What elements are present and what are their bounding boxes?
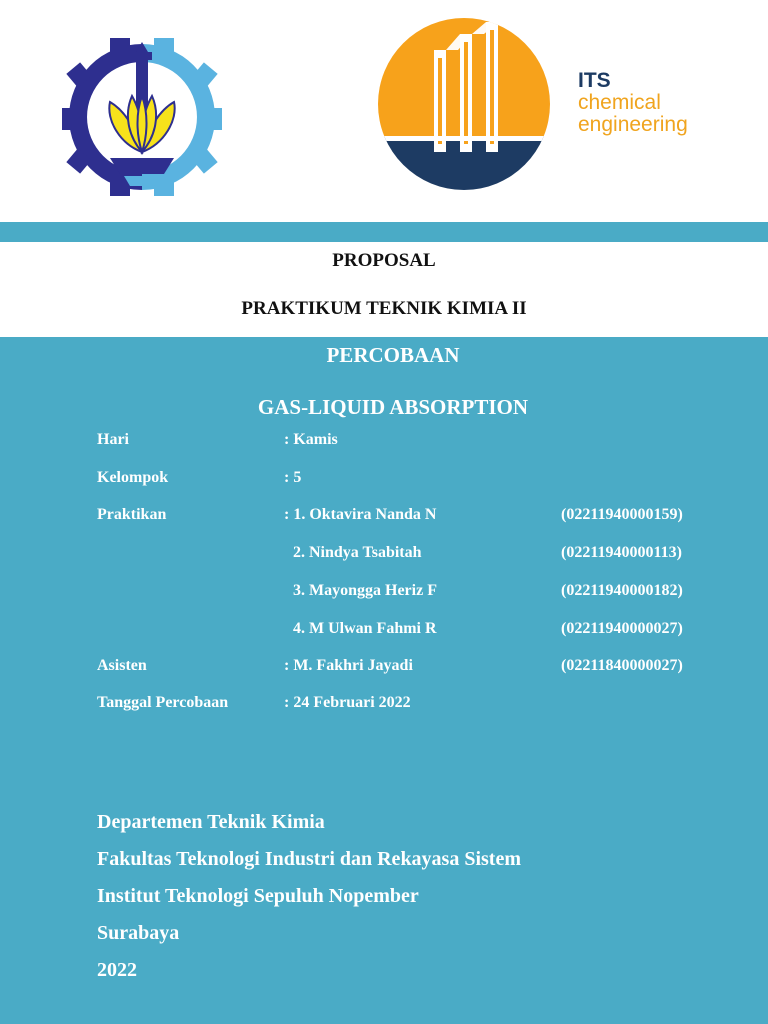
member-name: 3. Mayongga Heriz F <box>293 582 437 599</box>
teal-divider <box>0 222 768 242</box>
its-seal-logo <box>40 24 244 210</box>
document-title: PROPOSAL <box>332 250 436 271</box>
wordmark-its: ITS <box>578 69 611 92</box>
member-nrp: (02211940000113) <box>561 544 682 561</box>
member-nrp: (02211940000027) <box>561 620 683 637</box>
chemical-engineering-wordmark <box>578 70 688 136</box>
footer-department: Departemen Teknik Kimia <box>97 811 325 833</box>
tanggal-label: Tanggal Percobaan <box>97 694 229 711</box>
footer-year: 2022 <box>97 959 137 981</box>
praktikan-label: Praktikan <box>97 506 167 523</box>
footer-institute: Institut Teknologi Sepuluh Nopember <box>97 885 419 907</box>
member-name: 4. M Ulwan Fahmi R <box>293 620 437 637</box>
experiment-label: PERCOBAAN <box>326 343 460 367</box>
kelompok-label: Kelompok <box>97 469 169 486</box>
member-nrp: (02211940000159) <box>561 506 683 523</box>
asisten-label: Asisten <box>97 657 147 674</box>
experiment-name: GAS-LIQUID ABSORPTION <box>257 395 529 419</box>
asisten-value: : M. Fakhri Jayadi <box>284 657 413 674</box>
member-nrp: (02211940000182) <box>561 582 683 599</box>
asisten-nrp: (02211840000027) <box>561 657 683 674</box>
tanggal-value: : 24 Februari 2022 <box>284 694 411 711</box>
hari-value: : Kamis <box>284 431 338 448</box>
kelompok-value: : 5 <box>284 469 302 486</box>
wordmark-engineering: engineering <box>578 113 688 136</box>
footer-city: Surabaya <box>97 922 180 944</box>
document-subtitle: PRAKTIKUM TEKNIK KIMIA II <box>241 298 527 319</box>
wordmark-chemical: chemical <box>578 91 661 114</box>
hari-label: Hari <box>97 431 129 448</box>
member-name: 2. Nindya Tsabitah <box>293 544 422 561</box>
member-name: : 1. Oktavira Nanda N <box>284 506 437 523</box>
footer-faculty: Fakultas Teknologi Industri dan Rekayasa Sistem <box>97 848 522 870</box>
